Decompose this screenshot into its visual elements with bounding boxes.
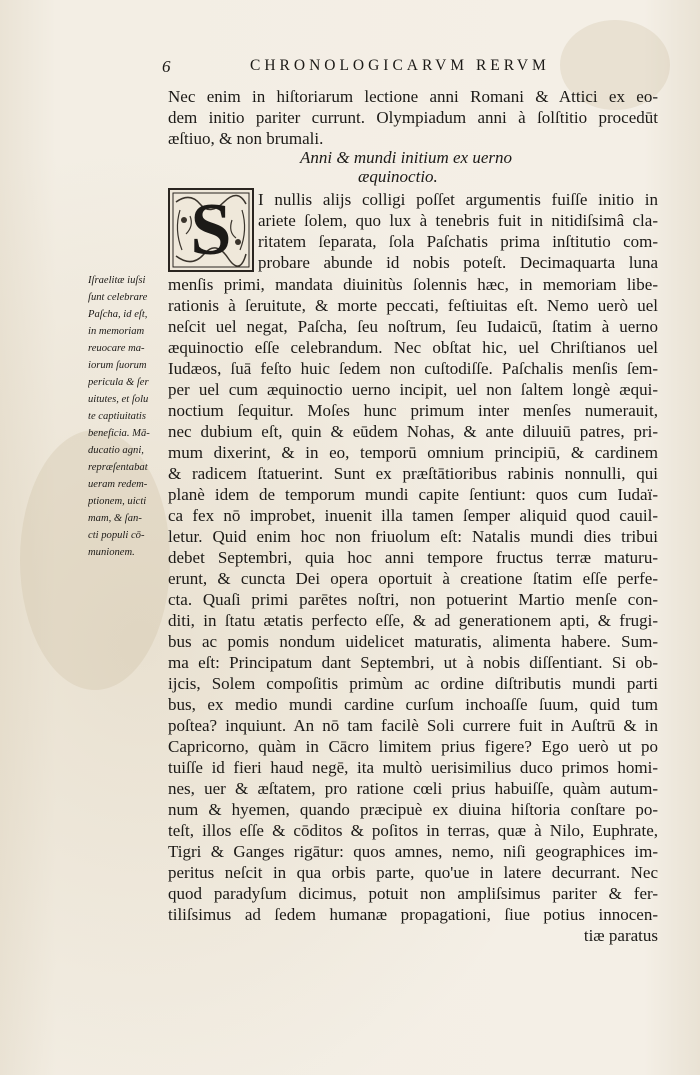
text-line: erunt, & cuncta Dei opera oportuit à creatione ſtatim eſſe perfe- [168, 569, 658, 588]
marginal-note-line: cti populi cō- [88, 530, 145, 541]
text-line: ritatem ſeparata, ſola Paſchatis prima inſtitutio com- [258, 232, 658, 251]
marginal-note-line: Paſcha, id eſt, [88, 309, 148, 320]
text-line: rationis à ſeruitute, & morte peccati, feſtiuitas eſt. Nemo uerò uel [168, 296, 658, 315]
text-line: Tigri & Ganges rigātur: quos amnes, nemo, niſi geographices im- [168, 842, 658, 861]
marginal-note-line: ſunt celebrare [88, 292, 148, 303]
text-line: tiliſsimus ad ſedem humanæ propagationi, ſiue potius innocen- [168, 905, 658, 924]
catchword: tiæ paratus [583, 926, 658, 945]
marginal-note-line: iorum ſuorum [88, 360, 147, 371]
text-line: I nullis alijs colligi poſſet argumentis fuiſſe initio in [258, 190, 658, 209]
text-line: ijcis, Solem compoſitis primùm ac ordine diſtributis mundi parti [168, 674, 658, 693]
text-line: ariete ſolem, quo lux à tenebris fuit in nitidiſsimâ cla- [258, 211, 658, 230]
marginal-note-line: uitutes, et ſolu [88, 394, 149, 405]
text-line: nec dubium eſt, quin & eūdem Nohas, & ante diluuiū patres, pri- [168, 422, 658, 441]
text-line: debet Septembri, quia hoc anni tempore fructus terræ maturu- [168, 548, 658, 567]
text-line: quod paradyſum dicimus, potuit non ampliſsimus pariter & fer- [168, 884, 658, 903]
text-line: ca fex nō improbet, inuenit illa tamen ſemper aliquid quod cauil- [168, 506, 658, 525]
text-line: per uel cum æquinoctio uerno incipit, uel non ſaltem longè æqui- [168, 380, 658, 399]
text-line: bus ac pomis nondum uidelicet maturatis, alimenta habere. Sum- [168, 632, 658, 651]
text-line: neſcit uel negat, Paſcha, ſeu noſtrum, ſeu Iudaicū, ſtatim à uerno [168, 317, 658, 336]
text-line: probare abunde id nobis poteſt. Decimaquarta luna [258, 253, 658, 272]
text-line: bus, ex medio mundi cardine curſum inchoaſſe ſuum, quid tum [168, 695, 658, 714]
marginal-note-line: ptionem, uicti [88, 496, 147, 507]
text-line: planè idem de temporum mundi capite ſentiunt: quos cum Iudaï- [168, 485, 658, 504]
text-line: Iudæos, ſuā feſto huic ſedem non cuſtodiſſe. Paſchalis menſis ſem- [168, 359, 658, 378]
text-line: letur. Quid enim hoc non friuolum eſt: Natalis mundi dies tribui [168, 527, 658, 546]
subheading-line: æquinoctio. [358, 167, 438, 186]
text-line: cta. Quaſi primi parētes noſtri, non potuerint Martio menſe con- [168, 590, 658, 609]
page-header [0, 57, 700, 81]
marginal-note-line: ducatio agni, [88, 445, 144, 456]
marginal-note-line: munionem. [88, 547, 135, 558]
text-line: Capricorno, quàm in Cācro limitem prius figere? Ego uerò ut po [168, 737, 658, 756]
text-line: num & hyemen, quando præcipuè ex diuina hiſtoria conſtare po- [168, 800, 658, 819]
subheading-line: Anni & mundi initium ex uerno [300, 148, 513, 167]
marginal-note-line: in memoriam [88, 326, 145, 337]
running-title: CHRONOLOGICARVM RERVM [250, 57, 550, 74]
text-line: tuiſſe id fieri haud negē, ita multò uerisimilius duco primos homi- [168, 758, 658, 777]
text-line: peritus neſcit in qua orbis parte, quo'ue in latere decurrant. Nec [168, 863, 658, 882]
text-line: & radicem ſtatuerint. Sunt ex præſtātioribus rabinis nonnulli, qui [168, 464, 658, 483]
marginal-note-line: te captiuitatis [88, 411, 146, 422]
text-line: poſtea? inquiunt. An nō tam facilè Soli currere fuit in Auſtrū & in [168, 716, 658, 735]
text-line: æquinoctio eſſe celebrandum. Nec obſtat hic, uel Chriſtianos uel [168, 338, 658, 357]
marginal-note-line: mam, & ſan- [88, 513, 142, 524]
text-line: teſt, illos eſſe & cōditos & poſitos in terras, quæ à Nilo, Euphrate, [168, 821, 658, 840]
text-line: noctium ſequitur. Moſes hunc primum inter menſes numerauit, [168, 401, 658, 420]
marginal-note-line: ueram redem- [88, 479, 148, 490]
marginal-note-line: repræſentabat [88, 462, 148, 473]
text-line: Nec enim in hiſtoriarum lectione anni Romani & Attici ex eo- [168, 87, 658, 106]
marginal-note-line: beneficia. Mā- [88, 428, 150, 439]
text-line: ma eſt: Principatum dant Septembri, ut à nobis diſſentiant. Si ob- [168, 653, 658, 672]
marginal-note-line: Iſraelitæ iuſsi [88, 275, 146, 286]
text-line: menſis primi, mandata diuinitùs ſolennis hæc, in memoriam libe- [168, 275, 658, 294]
marginal-note-line: pericula & ſer [88, 377, 149, 388]
marginal-note-line: reuocare ma- [88, 343, 145, 354]
text-line: nes, uer & æſtatem, pro ratione cœli prius habuiſſe, quàm autum- [168, 779, 658, 798]
drop-cap-letter: S [190, 189, 232, 271]
text-line: mum dixerint, & in eo, temporū omnium principiū, & cardinem [168, 443, 658, 462]
text-line: diti, in ſtatu ætatis perfecto eſſe, & ad generationem apti, & frugi- [168, 611, 658, 630]
decorated-initial [168, 188, 254, 272]
text-line: æſtiuo, & non brumali. [168, 129, 324, 148]
text-line: dem initio pariter currunt. Olympiadum anni à ſolſtitio procedūt [168, 108, 658, 127]
folio-number: 6 [162, 57, 171, 76]
